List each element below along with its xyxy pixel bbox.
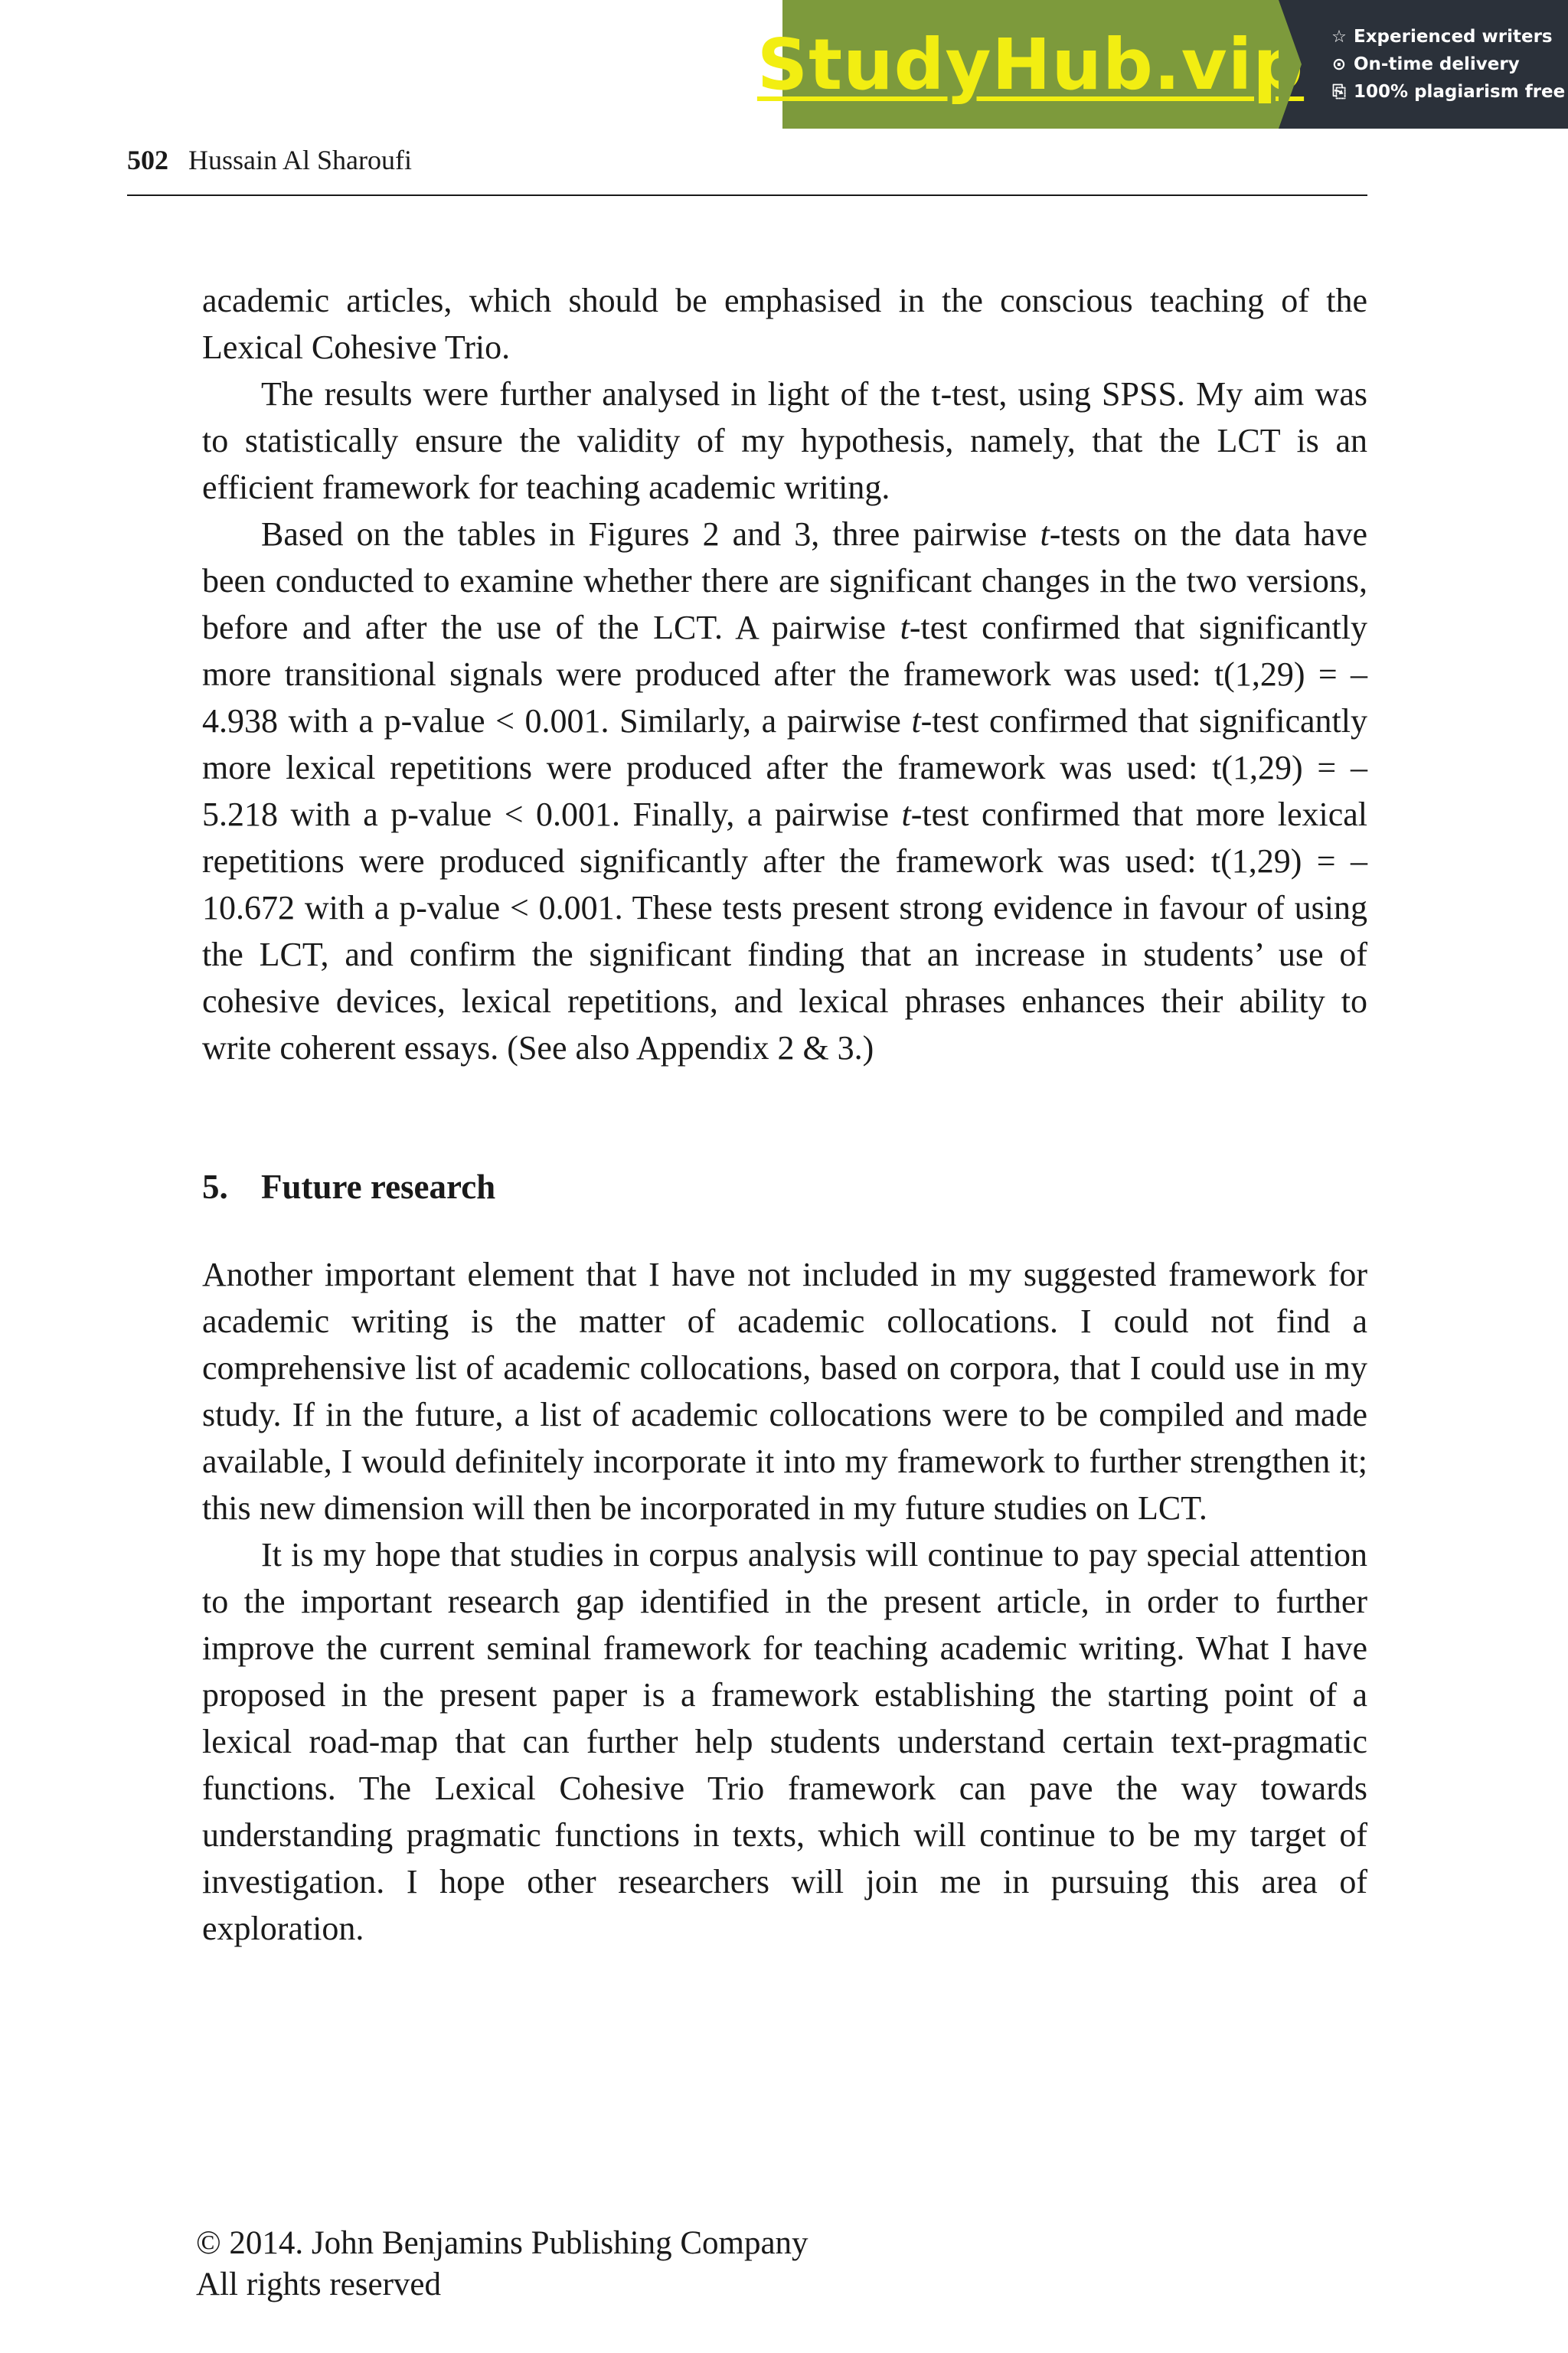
banner-feature-delivery <box>1331 54 1568 74</box>
paragraph-3-part-e: -test confirmed that more lexical repetitions were produced significantly after the framework was used: t(1,29) = –10.672 with a p-value < 0.001. These tests present strong evidence in favour of using the LCT, and confirm the significant finding that an increase in students’ use of cohesive devices, lexical repetitions, and lexical phrases enhances their ability to write coherent essays. (See also Appendix 2 & 3.) <box>202 796 1367 1067</box>
paragraph-3-part-a: Based on the tables in Figures 2 and 3, three pairwise <box>261 515 1040 553</box>
paragraph-1: academic articles, which should be emphasised in the conscious teaching of the Lexical Cohesive Trio. <box>202 282 1367 366</box>
paragraph-3-part-d: -test confirmed that significantly more lexical repetitions were produced after the framework was used: t(1,29) = –5.218 with a p-value < 0.001. Finally, a pairwise <box>202 702 1367 833</box>
rights-line: All rights reserved <box>196 2266 442 2302</box>
section-heading <box>202 1164 1367 1211</box>
paragraph-5: It is my hope that studies in corpus analysis will continue to pay special attention to the important research gap identified in the present article, in order to further improve the current seminal framework for teaching academic writing. What I have proposed in the present paper is a framework establishing the starting point of a lexical road-map that can further help students understand certain text-pragmatic functions. The Lexical Cohesive Trio framework can pave the way towards understanding pragmatic functions in texts, which will continue to be my target of investigation. I hope other researchers will join me in pursuing this area of exploration. <box>202 1536 1367 1947</box>
page-number: 502 <box>127 145 168 175</box>
paragraph-4: Another important element that I have not included in my suggested framework for academic writing is the matter of academic collocations. I could not find a comprehensive list of academic collocations, based on corpora, that I could use in my study. If in the future, a list of academic collocations were to be compiled and made available, I would definitely incorporate it into my framework to further strengthen it; this new dimension will then be incorporated in my future studies on LCT. <box>202 1256 1367 1527</box>
header-rule <box>127 194 1367 196</box>
banner-feature-writers <box>1331 27 1568 47</box>
paragraph-3-part-c: -test confirmed that significantly more transitional signals were produced after the framework was used: t(1,29) = –4.938 with a p-value < 0.001. Similarly, a pairwise <box>202 609 1367 740</box>
article-body <box>202 277 1367 1952</box>
section-title: Future research <box>261 1168 496 1206</box>
paragraph-3-part-b: -tests on the data have been conducted to examine whether there are significant changes in the two versions, before and after the use of the LCT. A pairwise <box>202 515 1367 646</box>
italic-t: t <box>901 796 911 833</box>
copyright-footer <box>196 2223 808 2306</box>
paragraph-2: The results were further analysed in light of the t-test, using SPSS. My aim was to statistically ensure the validity of my hypothesis, namely, that the LCT is an efficient framework for teaching academic writing. <box>202 375 1367 506</box>
banner-logo-panel[interactable] <box>756 0 1305 129</box>
clock-icon: ⊙ <box>1331 54 1347 74</box>
section-number: 5. <box>202 1168 228 1206</box>
banner-logo[interactable]: StudyHub.vip <box>756 23 1305 106</box>
italic-t: t <box>900 609 910 646</box>
star-icon: ☆ <box>1331 27 1347 47</box>
italic-t: t <box>911 702 921 740</box>
banner-features <box>1279 0 1568 129</box>
copyright-line: © 2014. John Benjamins Publishing Company <box>196 2225 808 2261</box>
running-head <box>127 144 412 176</box>
author-name: Hussain Al Sharoufi <box>188 145 412 175</box>
banner-feature-label: On-time delivery <box>1354 54 1520 74</box>
paragraph-3 <box>202 511 1367 1071</box>
promo-banner[interactable] <box>756 0 1568 129</box>
banner-feature-label: 100% plagiarism free <box>1354 82 1566 102</box>
italic-t: t <box>1040 515 1050 553</box>
banner-feature-label: Experienced writers <box>1354 27 1553 47</box>
banner-feature-plagiarism <box>1331 82 1568 102</box>
shield-check-icon: ⎘ <box>1332 82 1346 102</box>
